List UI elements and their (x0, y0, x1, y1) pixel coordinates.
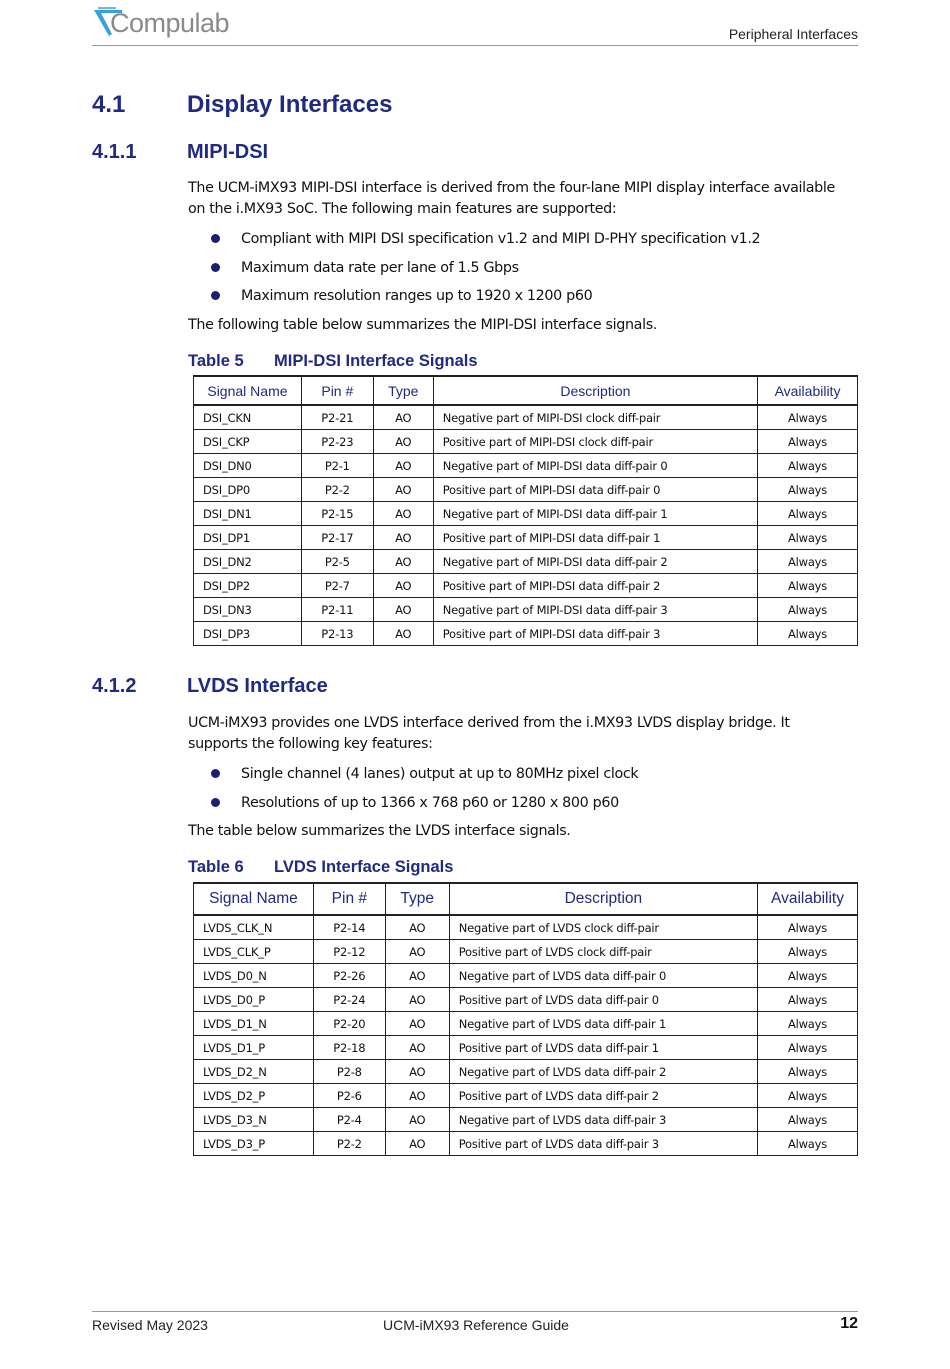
footer-divider (92, 1311, 858, 1312)
availability-cell: Always (758, 598, 858, 622)
signal-name-cell: LVDS_D2_P (194, 1084, 314, 1108)
availability-cell: Always (758, 1132, 858, 1156)
lvds-number: 4.1.2 (92, 675, 137, 697)
lvds-table-intro: The table below summarizes the LVDS interface signals. (188, 823, 571, 839)
section-number: 4.1 (92, 91, 126, 118)
pin-cell: P2-23 (301, 430, 373, 454)
column-header: Signal Name (194, 883, 314, 915)
availability-cell: Always (758, 405, 858, 430)
list-item-text: Compliant with MIPI DSI specification v1.2 and MIPI D-PHY specification v1.2 (241, 231, 761, 247)
pin-cell: P2-2 (301, 478, 373, 502)
table-row (194, 988, 858, 1012)
caption-number: Table 6 (188, 858, 244, 876)
description-cell: Negative part of MIPI-DSI data diff-pair 3 (433, 598, 757, 622)
mipi-title: MIPI-DSI (187, 141, 269, 163)
availability-cell: Always (758, 526, 858, 550)
column-header: Availability (758, 376, 858, 405)
signal-name-cell: LVDS_D3_N (194, 1108, 314, 1132)
signal-name-cell: LVDS_D1_N (194, 1012, 314, 1036)
description-cell: Positive part of MIPI-DSI data diff-pair 0 (433, 478, 757, 502)
table-header-row (194, 883, 858, 915)
mipi-intro (188, 178, 858, 220)
pin-cell: P2-1 (301, 454, 373, 478)
description-cell: Negative part of LVDS data diff-pair 1 (449, 1012, 757, 1036)
signal-name-cell: LVDS_D2_N (194, 1060, 314, 1084)
pin-cell: P2-14 (313, 915, 385, 940)
list-item-text: Single channel (4 lanes) output at up to 80MHz pixel clock (241, 766, 639, 782)
list-item (188, 793, 858, 822)
bullet-icon (211, 291, 220, 300)
table-row (194, 1012, 858, 1036)
description-cell: Negative part of LVDS data diff-pair 2 (449, 1060, 757, 1084)
pin-cell: P2-20 (313, 1012, 385, 1036)
pin-cell: P2-5 (301, 550, 373, 574)
description-cell: Negative part of MIPI-DSI data diff-pair 1 (433, 502, 757, 526)
signal-name-cell: LVDS_D0_P (194, 988, 314, 1012)
pin-cell: P2-26 (313, 964, 385, 988)
signal-name-cell: DSI_DN3 (194, 598, 302, 622)
availability-cell: Always (758, 574, 858, 598)
table-row (194, 622, 858, 646)
table-row (194, 1132, 858, 1156)
lvds-signal-table (193, 882, 858, 1156)
pin-cell: P2-15 (301, 502, 373, 526)
lvds-intro-line: supports the following key features: (188, 736, 433, 752)
mipi-feature-list (188, 229, 858, 315)
description-cell: Positive part of LVDS data diff-pair 2 (449, 1084, 757, 1108)
table-header-row (194, 376, 858, 405)
availability-cell: Always (758, 502, 858, 526)
type-cell: AO (385, 1060, 449, 1084)
table-row (194, 526, 858, 550)
lvds-title: LVDS Interface (187, 675, 328, 697)
type-cell: AO (385, 940, 449, 964)
table-row (194, 915, 858, 940)
header-divider (92, 45, 858, 46)
section-title: Display Interfaces (187, 91, 393, 118)
type-cell: AO (373, 622, 433, 646)
list-item (188, 258, 858, 287)
table-row (194, 454, 858, 478)
table-row (194, 405, 858, 430)
column-header: Description (433, 376, 757, 405)
caption-title: LVDS Interface Signals (274, 858, 454, 876)
signal-name-cell: LVDS_CLK_P (194, 940, 314, 964)
signal-name-cell: DSI_DN2 (194, 550, 302, 574)
description-cell: Negative part of LVDS data diff-pair 0 (449, 964, 757, 988)
table-row (194, 1036, 858, 1060)
table-row (194, 598, 858, 622)
caption-number: Table 5 (188, 352, 244, 370)
column-header: Type (373, 376, 433, 405)
signal-name-cell: LVDS_CLK_N (194, 915, 314, 940)
type-cell: AO (385, 1084, 449, 1108)
mipi-signal-table (193, 375, 858, 646)
table5-caption (188, 352, 478, 371)
bullet-icon (211, 234, 220, 243)
type-cell: AO (385, 915, 449, 940)
table-row (194, 940, 858, 964)
description-cell: Positive part of MIPI-DSI data diff-pair 1 (433, 526, 757, 550)
table6-caption (188, 858, 453, 877)
compulab-logo (92, 4, 242, 42)
table-row (194, 964, 858, 988)
description-cell: Negative part of MIPI-DSI clock diff-pair (433, 405, 757, 430)
type-cell: AO (385, 1108, 449, 1132)
availability-cell: Always (758, 915, 858, 940)
page-number: 12 (840, 1315, 858, 1332)
lvds-feature-list (188, 764, 858, 821)
availability-cell: Always (758, 940, 858, 964)
description-cell: Positive part of MIPI-DSI data diff-pair 2 (433, 574, 757, 598)
column-header: Availability (758, 883, 858, 915)
signal-name-cell: LVDS_D1_P (194, 1036, 314, 1060)
table-row (194, 502, 858, 526)
column-header: Pin # (301, 376, 373, 405)
pin-cell: P2-8 (313, 1060, 385, 1084)
signal-name-cell: DSI_DP3 (194, 622, 302, 646)
column-header: Pin # (313, 883, 385, 915)
list-item (188, 764, 858, 793)
description-cell: Negative part of MIPI-DSI data diff-pair 0 (433, 454, 757, 478)
signal-name-cell: DSI_DN1 (194, 502, 302, 526)
type-cell: AO (385, 988, 449, 1012)
type-cell: AO (373, 502, 433, 526)
table-row (194, 1084, 858, 1108)
availability-cell: Always (758, 1084, 858, 1108)
mipi-intro-line: on the i.MX93 SoC. The following main features are supported: (188, 201, 617, 217)
description-cell: Positive part of LVDS data diff-pair 0 (449, 988, 757, 1012)
availability-cell: Always (758, 964, 858, 988)
description-cell: Positive part of LVDS data diff-pair 1 (449, 1036, 757, 1060)
table-row (194, 1108, 858, 1132)
type-cell: AO (385, 964, 449, 988)
list-item-text: Maximum data rate per lane of 1.5 Gbps (241, 259, 519, 276)
caption-title: MIPI-DSI Interface Signals (274, 352, 478, 370)
availability-cell: Always (758, 454, 858, 478)
availability-cell: Always (758, 430, 858, 454)
pin-cell: P2-7 (301, 574, 373, 598)
pin-cell: P2-17 (301, 526, 373, 550)
signal-name-cell: DSI_DN0 (194, 454, 302, 478)
list-item (188, 229, 858, 258)
column-header: Signal Name (194, 376, 302, 405)
section-heading (92, 91, 392, 119)
table-row (194, 574, 858, 598)
bullet-icon (211, 769, 220, 778)
availability-cell: Always (758, 1036, 858, 1060)
list-item-text: Resolutions of up to 1366 x 768 p60 or 1280 x 800 p60 (241, 794, 619, 811)
pin-cell: P2-11 (301, 598, 373, 622)
bullet-icon (211, 798, 220, 807)
type-cell: AO (373, 478, 433, 502)
availability-cell: Always (758, 1060, 858, 1084)
type-cell: AO (373, 405, 433, 430)
pin-cell: P2-4 (313, 1108, 385, 1132)
logo-text: Compulab (110, 8, 230, 38)
availability-cell: Always (758, 550, 858, 574)
signal-name-cell: DSI_DP1 (194, 526, 302, 550)
mipi-table-intro: The following table below summarizes the MIPI-DSI interface signals. (188, 317, 657, 333)
footer-doc-title: UCM-iMX93 Reference Guide (383, 1317, 569, 1333)
pin-cell: P2-6 (313, 1084, 385, 1108)
type-cell: AO (373, 454, 433, 478)
description-cell: Negative part of MIPI-DSI data diff-pair 2 (433, 550, 757, 574)
availability-cell: Always (758, 478, 858, 502)
availability-cell: Always (758, 622, 858, 646)
lvds-heading (92, 675, 328, 698)
list-item (188, 286, 858, 315)
table-row (194, 550, 858, 574)
pin-cell: P2-21 (301, 405, 373, 430)
signal-name-cell: LVDS_D3_P (194, 1132, 314, 1156)
type-cell: AO (385, 1132, 449, 1156)
header-section-title: Peripheral Interfaces (728, 26, 858, 42)
bullet-icon (211, 263, 220, 272)
description-cell: Positive part of LVDS clock diff-pair (449, 940, 757, 964)
table-row (194, 1060, 858, 1084)
type-cell: AO (373, 430, 433, 454)
pin-cell: P2-24 (313, 988, 385, 1012)
mipi-number: 4.1.1 (92, 141, 137, 163)
column-header: Description (449, 883, 757, 915)
type-cell: AO (373, 574, 433, 598)
availability-cell: Always (758, 1012, 858, 1036)
table-row (194, 478, 858, 502)
type-cell: AO (385, 1036, 449, 1060)
signal-name-cell: DSI_DP0 (194, 478, 302, 502)
type-cell: AO (373, 526, 433, 550)
description-cell: Positive part of MIPI-DSI clock diff-pair (433, 430, 757, 454)
pin-cell: P2-18 (313, 1036, 385, 1060)
table-row (194, 430, 858, 454)
footer-revision: Revised May 2023 (92, 1317, 208, 1333)
pin-cell: P2-2 (313, 1132, 385, 1156)
lvds-intro-line: UCM-iMX93 provides one LVDS interface derived from the i.MX93 LVDS display bridge. It (188, 715, 790, 731)
description-cell: Negative part of LVDS clock diff-pair (449, 915, 757, 940)
signal-name-cell: DSI_DP2 (194, 574, 302, 598)
mipi-heading (92, 141, 268, 164)
description-cell: Positive part of MIPI-DSI data diff-pair 3 (433, 622, 757, 646)
signal-name-cell: LVDS_D0_N (194, 964, 314, 988)
pin-cell: P2-13 (301, 622, 373, 646)
signal-name-cell: DSI_CKN (194, 405, 302, 430)
pin-cell: P2-12 (313, 940, 385, 964)
availability-cell: Always (758, 1108, 858, 1132)
description-cell: Positive part of LVDS data diff-pair 3 (449, 1132, 757, 1156)
list-item-text: Maximum resolution ranges up to 1920 x 1200 p60 (241, 288, 593, 304)
mipi-intro-line: The UCM-iMX93 MIPI-DSI interface is derived from the four-lane MIPI display interface available (188, 180, 835, 196)
type-cell: AO (385, 1012, 449, 1036)
availability-cell: Always (758, 988, 858, 1012)
type-cell: AO (373, 598, 433, 622)
type-cell: AO (373, 550, 433, 574)
signal-name-cell: DSI_CKP (194, 430, 302, 454)
description-cell: Negative part of LVDS data diff-pair 3 (449, 1108, 757, 1132)
lvds-intro (188, 713, 858, 755)
column-header: Type (385, 883, 449, 915)
